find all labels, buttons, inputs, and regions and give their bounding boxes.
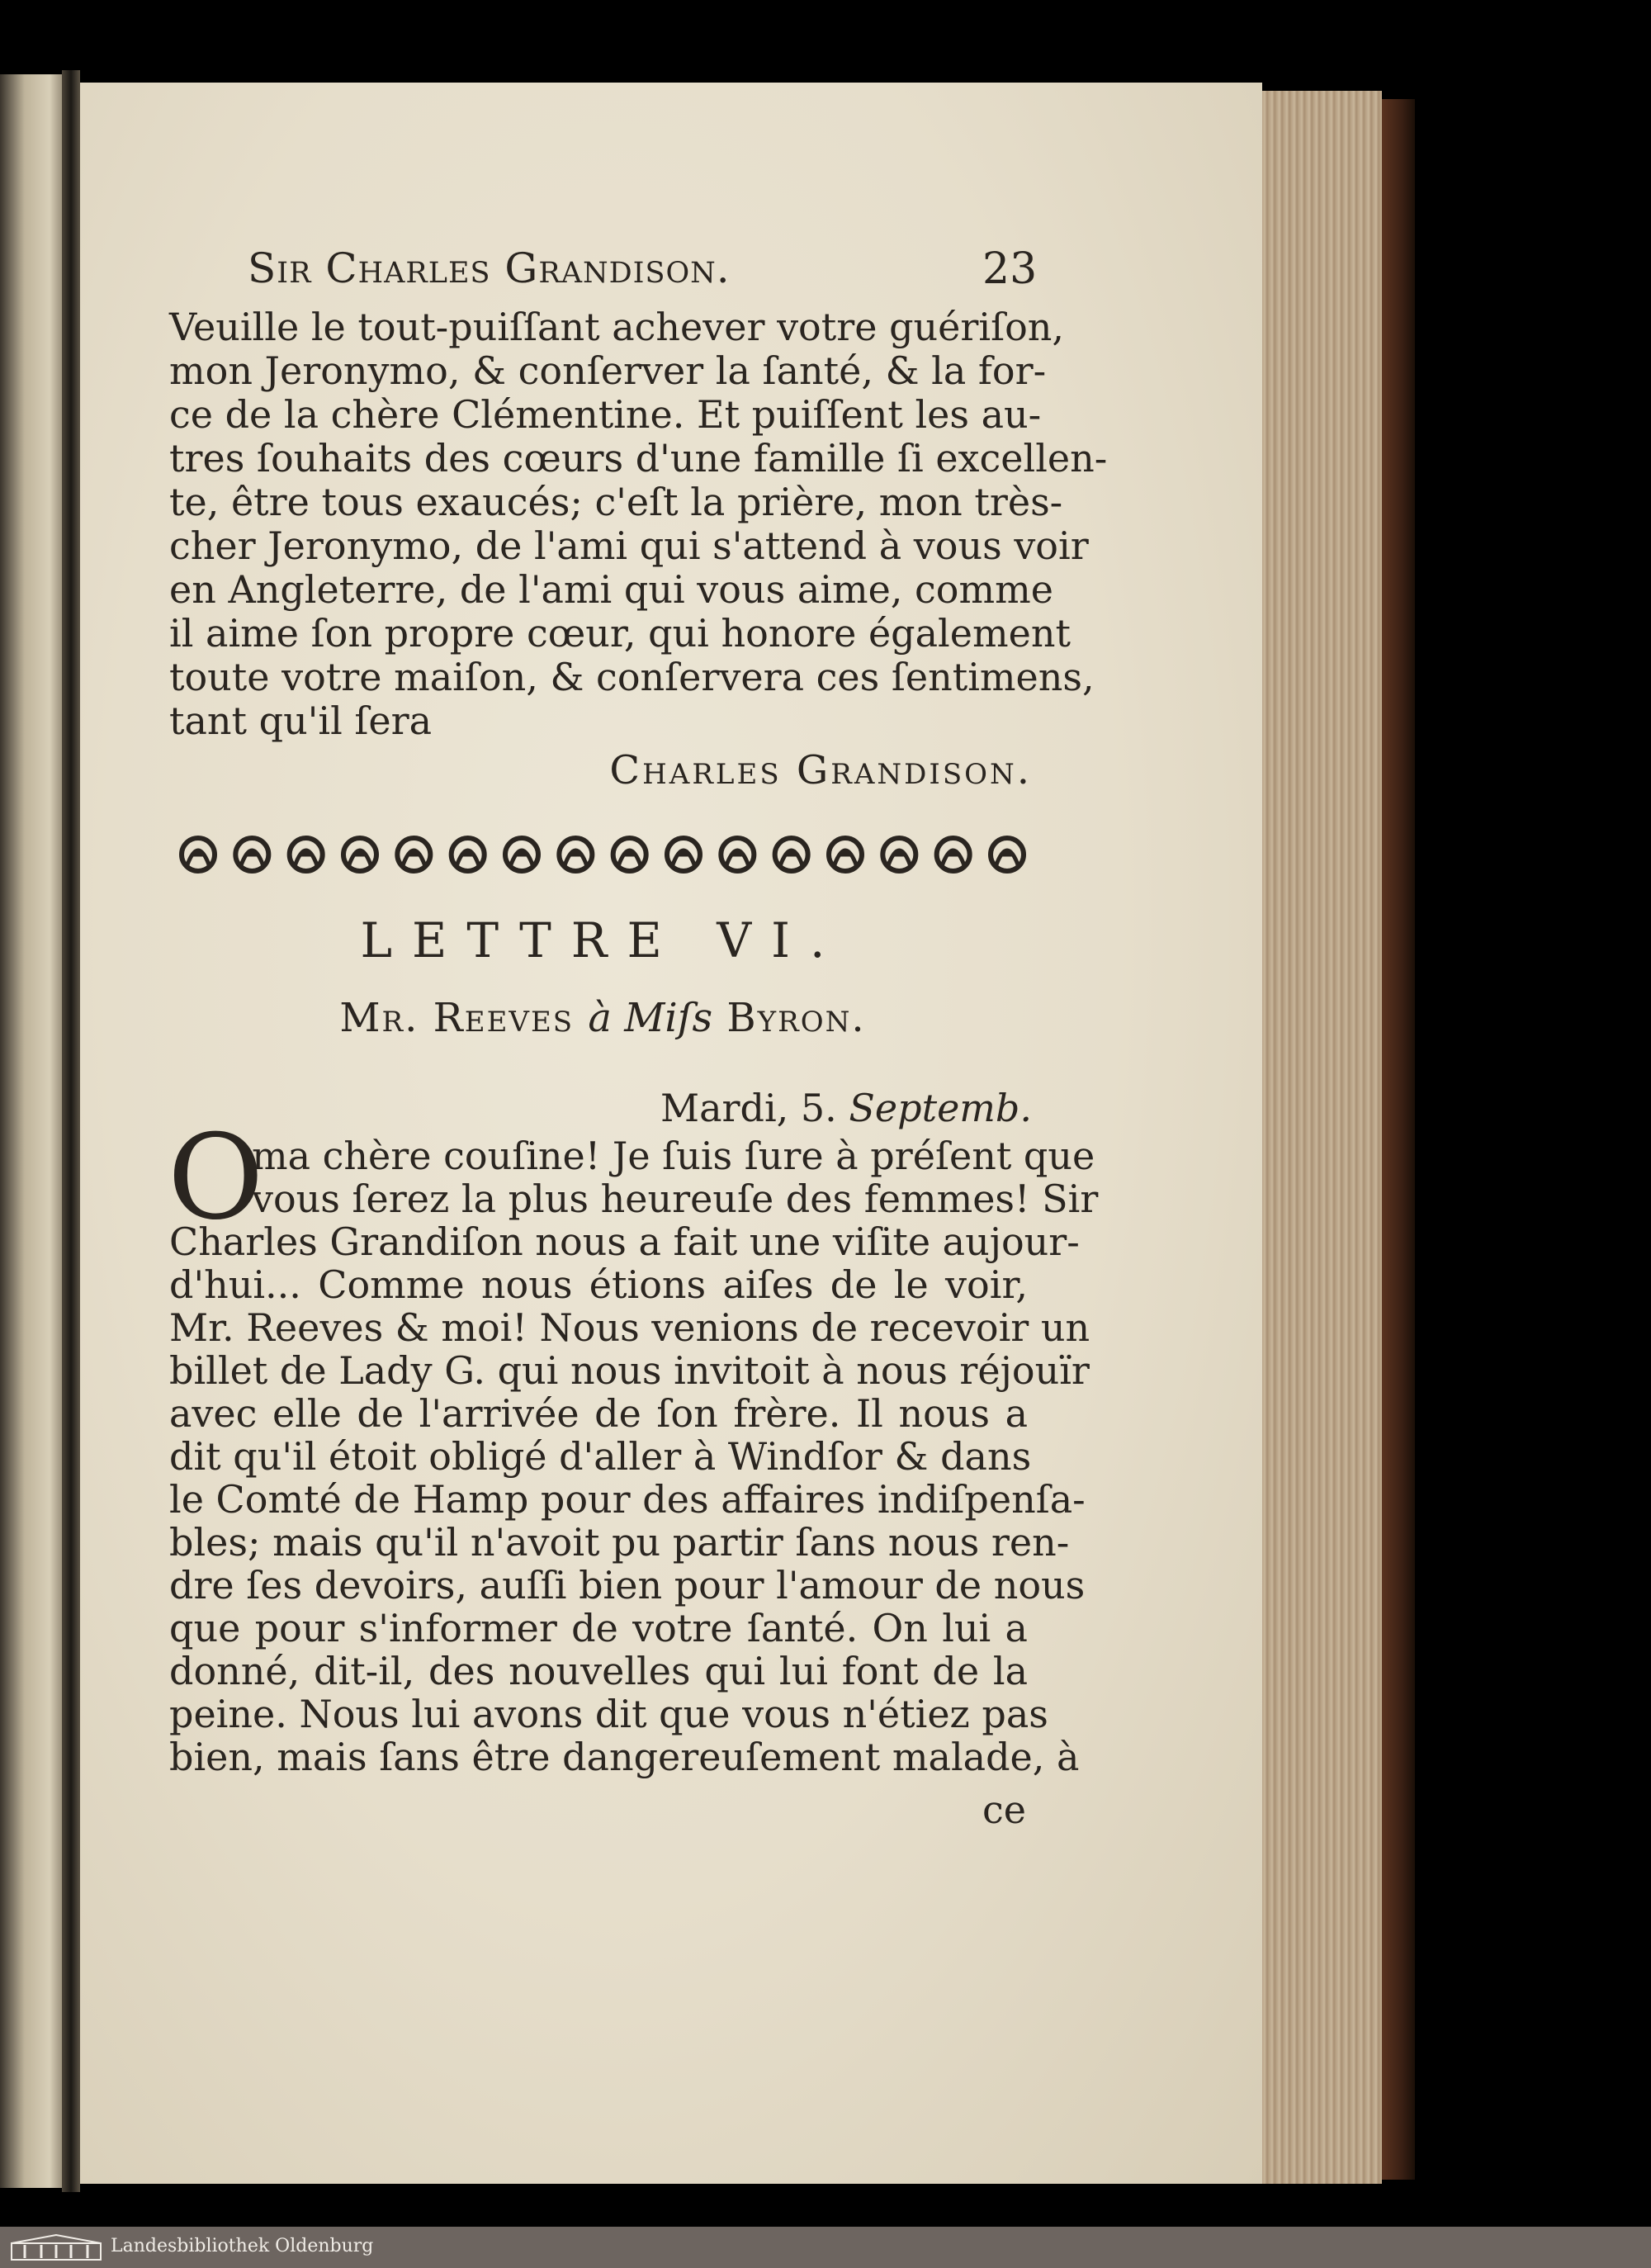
ornament-flourish [559, 838, 592, 871]
text-line: tres ſouhaits des cœurs d'une famille ſi excellen- [169, 436, 1108, 481]
ornament-flourish [721, 838, 754, 871]
text-line: en Angleterre, de l'ami qui vous aime, comme [169, 567, 1053, 612]
text-line: mon Jeronymo, & conſerver la ſanté, & la for- [169, 348, 1047, 393]
text-line: billet de Lady G. qui nous invitoit à nous réjouïr [169, 1348, 1090, 1393]
text-line: bles; mais qu'il n'avoit pu partir ſans nous ren- [169, 1520, 1070, 1565]
book-gutter [62, 70, 80, 2192]
running-head: Sir Charles Grandison. [248, 244, 731, 292]
ornament-flourish [505, 838, 538, 871]
ornament-flourish [937, 838, 970, 871]
ornament-flourish [343, 838, 376, 871]
letter-title: LETTRE VI. [360, 912, 845, 968]
text-line: tant qu'il ſera [169, 698, 433, 743]
letter-sender: Mr. Reeves [339, 995, 575, 1041]
dateline-day: Mardi, 5. [660, 1086, 837, 1130]
text-line: Mr. Reeves & moi! Nous venions de recevoir un [169, 1305, 1090, 1350]
letter-recipient: Byron. [726, 995, 866, 1041]
ornament-flourish [667, 838, 700, 871]
ornament-band [173, 826, 1032, 883]
text-line: il aime ſon propre cœur, qui honore également [169, 611, 1071, 656]
page-number: 23 [982, 244, 1038, 294]
ornament-flourish [182, 838, 215, 871]
text-line: avec elle de l'arrivée de ſon frère. Il nous a [169, 1391, 1028, 1436]
ornament-flourish [991, 838, 1024, 871]
text-line: dit qu'il étoit obligé d'aller à Windſor & dans [169, 1434, 1032, 1479]
text-line: Veuille le tout-puiſſant achever votre guériſon, [169, 305, 1065, 349]
letter-connector: à Miſs [588, 995, 713, 1041]
ornament-flourish [775, 838, 808, 871]
page-fore-edge [1262, 91, 1382, 2184]
ornament-flourish [290, 838, 323, 871]
text-line: vous ſerez la plus heureuſe des femmes! Sir [252, 1177, 1099, 1221]
catchword: ce [982, 1787, 1026, 1832]
letter-heading [165, 995, 1040, 1041]
dateline-month: Septemb. [849, 1086, 1032, 1130]
ornament-flourish [613, 838, 646, 871]
dateline [528, 1086, 1032, 1130]
signature: Charles Grandison. [609, 747, 1032, 793]
ornament-flourish [235, 838, 268, 871]
left-page-edge [0, 74, 62, 2188]
ornament-flourish [829, 838, 862, 871]
ornament-flourish [882, 838, 915, 871]
text-line: te, être tous exaucés; c'eſt la prière, mon très- [169, 480, 1063, 524]
text-line: ce de la chère Clémentine. Et puiſſent les au- [169, 392, 1042, 437]
book-cover-edge [1382, 99, 1415, 2180]
text-line: le Comté de Hamp pour des affaires indiſpenſa- [169, 1477, 1086, 1522]
text-line: cher Jeronymo, de l'ami qui s'attend à vous voir [169, 523, 1089, 568]
text-line: que pour s'informer de votre ſanté. On lui a [169, 1606, 1028, 1650]
ornament-flourish [397, 838, 430, 871]
text-line: peine. Nous lui avons dit que vous n'étiez pas [169, 1692, 1048, 1736]
text-line: d'hui... Comme nous étions aiſes de le voir, [169, 1262, 1028, 1307]
text-line: bien, mais ſans être dangereuſement malade, à [169, 1735, 1080, 1779]
library-building-icon [10, 2233, 102, 2261]
text-line: ma chère couſine! Je ſuis ſure à préſent que [252, 1134, 1095, 1178]
text-line: Charles Grandiſon nous a fait une viſite aujour- [169, 1219, 1080, 1264]
text-line: donné, dit-il, des nouvelles qui lui font de la [169, 1649, 1028, 1693]
ornament-flourish [452, 838, 485, 871]
library-name: Landesbibliothek Oldenburg [111, 2236, 374, 2256]
text-line: toute votre maiſon, & conſervera ces ſentimens, [169, 655, 1095, 699]
text-line: dre ſes devoirs, auſſi bien pour l'amour de nous [169, 1563, 1086, 1607]
drop-cap: O [168, 1110, 264, 1246]
